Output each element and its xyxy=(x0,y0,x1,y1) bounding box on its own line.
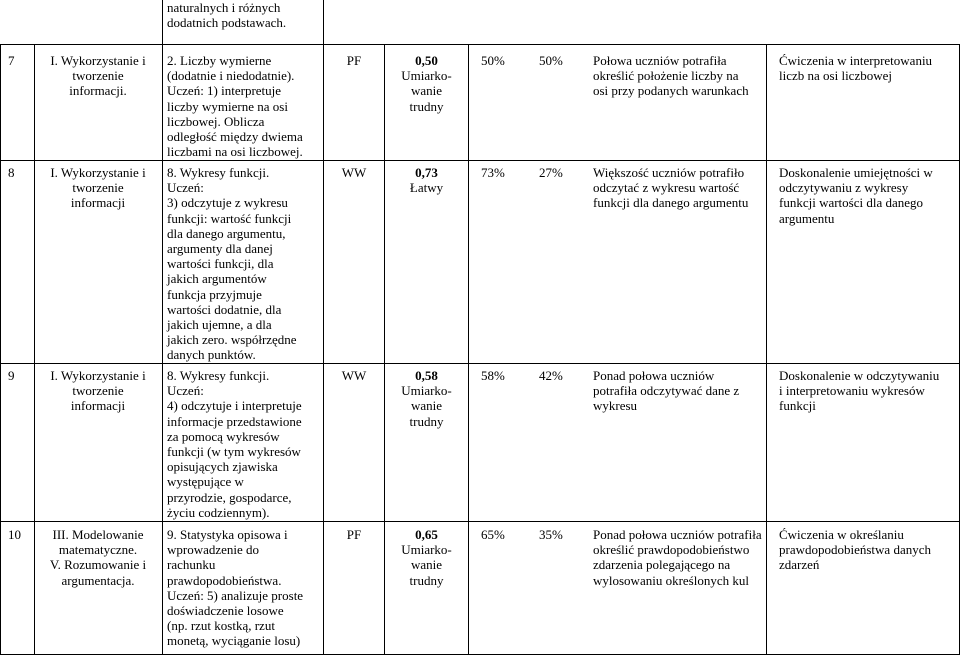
curriculum-topic: 8. Wykresy funkcji. Uczeń: 3) odczytuje z wykresu funkcji: wartość funkcji dla danego argumentu, argumenty dla danej wartości funkcji, dla jakich argumentów funkcja przyjmuje wartości dodatnie, dla jakich ujemne, a dla jakich zero. współrzędne danych punktów. xyxy=(167,165,297,363)
table-border xyxy=(34,44,35,655)
topic-continuation xyxy=(167,0,286,30)
task-type: WW xyxy=(341,368,367,383)
task-number: 7 xyxy=(8,53,15,68)
task-type: PF xyxy=(346,527,362,542)
table-border xyxy=(323,0,324,655)
difficulty-value: 0,65 xyxy=(415,527,438,542)
recommendation: Doskonalenie umiejętności w odczytywaniu z wykresy funkcji wartości dla danego argumentu xyxy=(779,165,933,226)
percent-correct: 50% xyxy=(481,53,505,68)
topic-line: dodatnich podstawach. xyxy=(167,15,287,31)
task-type: PF xyxy=(346,53,362,68)
curriculum-topic: 2. Liczby wymierne (dodatnie i niedodatnie). Uczeń: 1) interpretuje liczby wymierne na osi liczbowej. Oblicza odległość między dwiema liczbami na osi liczbowej. xyxy=(167,53,303,160)
percent-wrong: 42% xyxy=(539,368,563,383)
difficulty: 0,58 Umiarko- wanie trudny xyxy=(385,368,468,429)
skill-area: I. Wykorzystanie i tworzenie informacji. xyxy=(50,53,146,99)
result-comment: Ponad połowa uczniów potrafiła odczytywać dane z wykresu xyxy=(593,368,740,414)
result-comment: Większość uczniów potrafiło odczytać z wykresu wartość funkcji dla danego argumentu xyxy=(593,165,749,211)
skill-area: I. Wykorzystanie i tworzenie informacji xyxy=(50,165,146,211)
table-border xyxy=(468,44,469,655)
result-comment: Ponad połowa uczniów potrafiła określić prawdopodobieństwo zdarzenia polegającego na wylosowaniu określonych kul xyxy=(593,527,762,588)
percent-correct: 65% xyxy=(481,527,505,542)
task-type: WW xyxy=(341,165,367,180)
percent-correct: 58% xyxy=(481,368,505,383)
difficulty-value: 0,58 xyxy=(415,368,438,383)
percent-wrong: 35% xyxy=(539,527,563,542)
table-border xyxy=(0,44,1,655)
row-divider xyxy=(0,521,960,522)
recommendation: Ćwiczenia w określaniu prawdopodobieństwa danych zdarzeń xyxy=(779,527,931,573)
curriculum-topic: 8. Wykresy funkcji. Uczeń: 4) odczytuje i interpretuje informacje przedstawione za pomocą wykresów funkcji (w tym wykresów opisujących zjawiska występujące w przyrodzie, gospodarce, życiu codziennym). xyxy=(167,368,302,520)
skill-area: I. Wykorzystanie i tworzenie informacji xyxy=(50,368,146,414)
result-comment: Połowa uczniów potrafiła określić położenie liczby na osi przy podanych warunkach xyxy=(593,53,749,99)
recommendation: Doskonalenie w odczytywaniu i interpretowaniu wykresów funkcji xyxy=(779,368,940,414)
row-divider xyxy=(0,44,960,45)
recommendation: Ćwiczenia w interpretowaniu liczb na osi liczbowej xyxy=(779,53,933,84)
difficulty-value: 0,50 xyxy=(415,53,438,68)
row-divider xyxy=(0,160,960,161)
percent-wrong: 50% xyxy=(539,53,563,68)
skill-area: III. Modelowanie matematyczne. V. Rozumowanie i argumentacja. xyxy=(49,527,147,588)
task-number: 10 xyxy=(8,527,21,542)
difficulty-value: 0,73 xyxy=(415,165,438,180)
topic-line: naturalnych i różnych xyxy=(167,0,281,15)
percent-correct: 73% xyxy=(481,165,505,180)
row-divider xyxy=(0,363,960,364)
curriculum-topic: 9. Statystyka opisowa i wprowadzenie do rachunku prawdopodobieństwa. Uczeń: 5) analizuje proste doświadczenie losowe (np. rzut kostką, rzut monetą, wyciąganie losu) xyxy=(167,527,304,649)
percent-wrong: 27% xyxy=(539,165,563,180)
task-number: 9 xyxy=(8,368,15,383)
table-border xyxy=(162,0,163,655)
task-number: 8 xyxy=(8,165,15,180)
difficulty: 0,65 Umiarko- wanie trudny xyxy=(385,527,468,588)
difficulty: 0,73 Łatwy xyxy=(385,165,468,195)
table-border xyxy=(766,44,767,655)
difficulty: 0,50 Umiarko- wanie trudny xyxy=(385,53,468,114)
